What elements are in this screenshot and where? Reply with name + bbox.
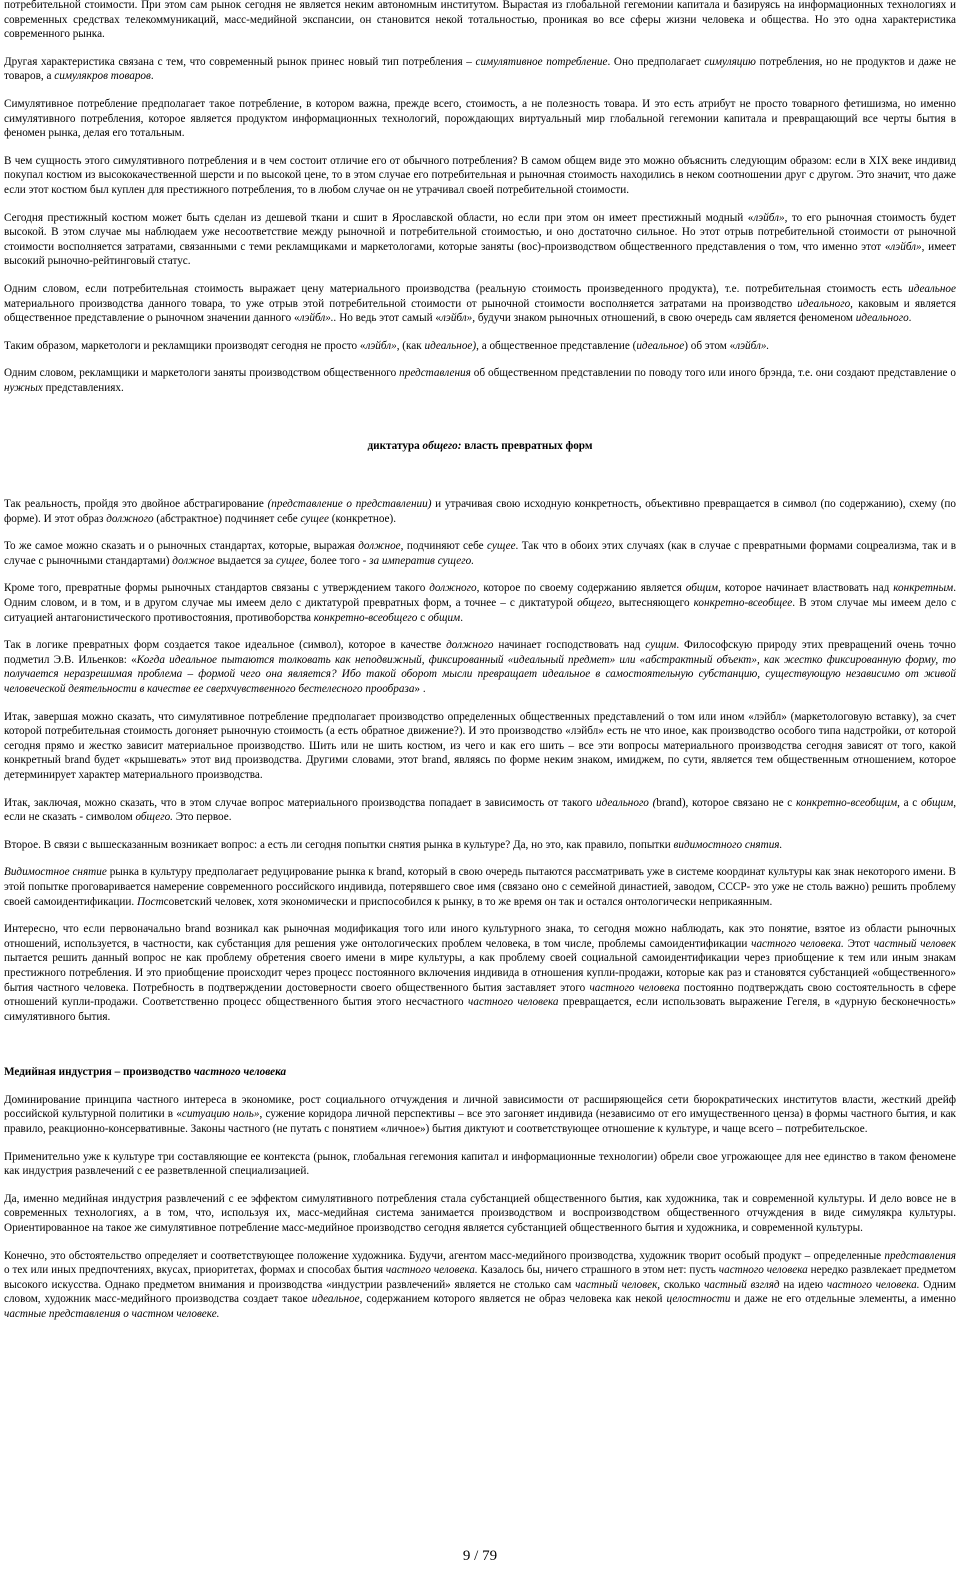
italic-span: лэйбл» — [753, 211, 785, 224]
paragraph: Одним словом, если потребительная стоимость выражает цену материального производства (реальную стоимость произведенного продукта), т.е. потребительная стоимость есть идеальное материального производства данного товара, то уже отрыв этой потребительной стоимости от рыночной стоимости восполняется затратами на производство идеального, каковым и является общественное представление о рыночном значении данного «лэйбл».. Но ведь этот самый «лэйбл», будучи знаком рыночных отношений, в свою очередь сам является феноменом идеального. — [4, 282, 956, 325]
italic-span: идеального, — [797, 297, 853, 310]
text-block-3 — [4, 1093, 956, 1322]
text-block-1 — [4, 0, 956, 395]
italic-span: идеальное) — [424, 339, 477, 352]
italic-span: частного человека. — [751, 937, 844, 950]
italic-span: общим, — [920, 796, 957, 809]
italic-span: общего — [577, 597, 612, 610]
italic-span: симулякров товаров — [54, 70, 151, 83]
italic-span: Пост — [136, 895, 164, 908]
italic-span: частного человека. — [385, 1264, 478, 1277]
italic-span: (представление о представлении) — [267, 498, 432, 511]
paragraph: потребительной стоимости. При этом сам рынок сегодня не является неким автономным институтом. Вырастая из глобальной гегемонии капитала и базируясь на информационных технологиях и современных средствах телекоммуникаций, масс-медийной экспансии, он становится некой тотальностью, проникая во все сферы жизни человека и общества. Но это одна характеристика современного рынка. — [4, 0, 956, 41]
paragraph: В чем сущность этого симулятивного потребления и в чем состоит отличие его от обычного потребления? В самом общем виде это можно объяснить следующим образом: если в XIX веке индивид покупал костюм из высококачественной шерсти и по высокой цене, то в этом случае его потребительная и рыночная стоимость находились в неком соотношении друг с другом. Это значит, что даже если этот костюм был куплен для престижного потребления, то в любом случае он не утрачивал своей потребительной стоимости. — [4, 154, 956, 196]
paragraph: Таким образом, маркетологи и рекламщики производят сегодня не просто «лэйбл», (как идеальное), а общественное представление (идеальное) об этом «лэйбл». — [4, 339, 770, 352]
italic-span: общим — [685, 582, 719, 595]
italic-span: сущее, — [276, 554, 308, 567]
italic-span: лэйбл», — [441, 312, 476, 325]
italic-span: представления — [884, 1249, 956, 1262]
italic-span: лэйбл» — [890, 240, 922, 253]
italic-span: конкретно-всеобщим — [795, 796, 898, 809]
italic-span: видимостного снятия. — [673, 838, 783, 851]
paragraph: То же самое можно сказать и о рыночных стандартах, которые, выражая должное, подчиняют себе сущее. Так что в обоих этих случаях (как в случае с превратными формами соцреализма, так и в случае с рыночными стандартами) должное выдается за сущее, более того - за императив сущего. — [4, 540, 956, 567]
italic-span: целостности — [666, 1293, 731, 1306]
italic-span: частного человека. — [826, 1278, 920, 1291]
paragraph: Так реальность, пройдя это двойное абстрагирование (представление о представлении) и утрачивая свою исходную конкретность, объективно превращается в символ (по содержанию), схему (по форме). И этот образ должного (абстрактное) подчиняет себе сущее (конкретное). — [4, 498, 957, 525]
paragraph: Да, именно медийная индустрия развлечений с ее эффектом симулятивного потребления стала субстанцией общественного бытия, как художника, так и современной культуры. И дело вовсе не в современных технологиях, а в том, что, используя их, масс-медийная система занимается производством и воспроизводством общественного отчуждения в виде симулякра культуры. Ориентированное на такое же симулятивное потребление масс-медийное производство сегодня является субстанцией общественного бытия и художника, и современной культуры. — [4, 1192, 956, 1235]
paragraph: Другая характеристика связана с тем, что современный рынок принес новый тип потребления – симулятивное потребление. Оно предполагает симуляцию потребления, но не продуктов и даже не товаров, а симулякров товаров. — [4, 55, 956, 83]
italic-span: нужных — [4, 381, 43, 394]
italic-span: должного — [106, 512, 154, 525]
paragraph: Видимостное снятие рынка в культуру предполагает редуцирование рынка к brand, который в свою очередь пытаются рассматривать уже в системе координат культуры как знак некоторого имени. В этой попытке проговаривается намерение современного российского индивида, потерявшего свое имя (связано оно с семейной династией, заводом, СССР- это уже не столь важно) решить проблему своей самоидентификации. Постсоветский человек, хотя экономически и приспособился к рынку, в то же время он так и остался онтологически неприкаянным. — [4, 866, 956, 908]
italic-span: частный человек, — [575, 1278, 661, 1291]
italic-span: Видимостное снятие — [4, 866, 107, 879]
italic-span: идеальное — [311, 1293, 360, 1306]
paragraph: Доминирование принципа частного интереса в экономике, рост социального отчуждения и личной зависимости от расширяющейся сети бюрократических институтов власти, жесткий дрейф российской культурной политики в «ситуацию ноль», сужение коридора личной перспективы – все это загоняет индивида (независимо от его имущественного ценза) в формы частного бытия, и как правило, реакционно-консервативные. Законы частного (не путать с понятием «личное») бытия диктуют и соответствующее отношение к культуре, и чаще всего – потребительское. — [4, 1093, 956, 1136]
italic-span: частного человека — [718, 1264, 808, 1277]
italic-span: общего: — [422, 440, 462, 453]
paragraph: Симулятивное потребление предполагает такое потребление, в котором важна, прежде всего, стоимость, а не полезность товара. И это есть атрибут не просто товарного фетишизма, но именно симулятивного потребления, которое является продуктом информационных технологий, порождающих виртуальный мир глобальной гегемонии капитала и превращающий все черты бытия в феномен рынка, делая его тотальным. — [4, 97, 956, 140]
italic-span: частного человека — [589, 981, 680, 994]
italic-span: общим — [427, 611, 461, 624]
italic-span: конкретным — [893, 582, 954, 595]
italic-span: идеальное — [908, 282, 956, 295]
italic-span: представления — [399, 367, 471, 380]
italic-span: конкретно-всеобщее — [693, 597, 793, 610]
italic-span: сущим — [645, 639, 677, 652]
paragraph: Второе. В связи с вышесказанным возникает вопрос: а есть ли сегодня попытки снятия рынка в культуре? Да, но это, как правило, попытки видимостного снятия. — [4, 838, 783, 851]
italic-span: лэйбл». — [735, 339, 770, 352]
paragraph: Итак, заключая, можно сказать, что в этом случае вопрос материального производства попадает в зависимость от такого идеального (brand), которое связано не с конкретно-всеобщим, а с общим, если не сказать - символом общего. Это первое. — [4, 796, 957, 824]
italic-span: идеальное — [636, 339, 685, 352]
italic-span: ситуацию ноль» — [181, 1108, 260, 1121]
italic-span: симуляцию — [704, 55, 756, 68]
italic-span: лэйбл».. — [299, 312, 337, 325]
italic-span: частные представления о частном человеке. — [4, 1308, 220, 1320]
paragraph: Применительно уже к культуре три составляющие ее контекста (рынок, глобальная гегемония капитал и информационные технологии) обрели свое угрожающее для нее единство в таком феномене как индустрия развлечений с ее разветвленной специализацией. — [4, 1150, 956, 1178]
paragraph: Так в логике превратных форм создается такое идеальное (символ), которое в качестве должного начинает господствовать над сущим. Философскую природу этих превращений очень точно подметил Э.В. Ильенков: «Когда идеальное пытаются толковать как неподвижный, фиксированный «идеальный предмет» или «абстрактный объект», как жестко фиксированную форму, то получается неразрешимая проблема – формой чего она является? Ибо такой оборот мысли превращает идеальное в самостоятельную субстанцию, существующую независимо от живой человеческой деятельности в качестве ее сверхчувственного бестелесного прообраза» . — [4, 639, 956, 695]
italic-span: должное — [172, 554, 215, 567]
paragraph: Итак, завершая можно сказать, что симулятивное потребление предполагает производство определенных общественных представлений о том или ином «лэйбл» (маркетологовую вставку), за счет которой потребительная стоимость догоняет рыночную стоимость (а есть обратное движение?). И это производство «лэйбл» есть не что иное, как производство особого типа надстройки, от которой сегодня прямо и жестко зависит материальное производство. Шить или не шить костюм, из чего и как его шить – все эти вопросы материального производства сегодня зависят от того, какой конкретный brand будет «крышевать» этот вид производства. Другими словами, этот brand, являясь по форме неким знаком, имиджем, по сути, является тем общественным отношением, которое детерминирует характер материального производства. — [4, 710, 956, 781]
italic-span: должного — [429, 582, 477, 595]
section-heading: Медийная индустрия – производство частного человека — [4, 1066, 287, 1079]
italic-span: конкретно-всеобщего — [313, 611, 418, 624]
italic-span: идеального ( — [596, 796, 657, 809]
text-block-2 — [4, 497, 956, 1024]
italic-span: должного — [446, 639, 494, 652]
italic-span: частный взгляд — [704, 1278, 780, 1291]
italic-span: частного человека — [193, 1066, 287, 1079]
page-number: 9 / 79 — [462, 1548, 498, 1564]
italic-span: должное — [358, 540, 401, 553]
italic-span: общего. — [135, 811, 173, 824]
italic-span: частного человека — [468, 996, 559, 1009]
italic-span: идеального — [855, 312, 909, 325]
paragraph: Конечно, это обстоятельство определяет и соответствующее положение художника. Будучи, агентом масс-медийного производства, художник творит особый продукт – определенные представления о тех или иных предпочтениях, вкусах, приоритетах, формах и способах бытия частного человека. Казалось бы, ничего страшного в этом нет: пусть частного человека нередко развлекает предметом высокого искусства. Однако предметом внимания и производства «индустрии развлечений» является не столько сам частный человек, сколько частный взгляд на идею частного человека. Одним словом, художник масс-медийного производства создает такое идеальное, содержанием которого является не образ человека как некой целостности и даже не его отдельные элементы, а именно частные представления о частном человеке. — [4, 1249, 956, 1320]
paragraph: Интересно, что если первоначально brand возникал как рыночная модификация того или иного культурного знака, то сегодня можно наблюдать, как это понятие, взятое из области рыночных отношений, используется, в частности, как субстанция для решения уже онтологических проблем человека, в том числе, проблемы самоидентификации частного человека. Этот частный человек пытается решить данный вопрос не как проблему обретения своего имени в мире культуры, а как проблему своей социальной самоидентификации через приобщение к тем или иным знакам престижного потребления. И это приобщение происходит через процесс постоянного включения индивида в отношения купли-продажи, которые как раз и становятся субстанцией «общественного» бытия частного человека. Потребность в подтверждении достоверности своего общественного бытия заставляет этого частного человека постоянно подтверждать свою состоятельность в сфере отношений купли-продажи. Соответственно процесс общественного бытия этого несчастного частного человека превращается, если использовать выражение Гегеля, в «дурную бесконечность» симулятивного бытия. — [4, 923, 956, 1023]
section-heading: диктатура общего: власть превратных форм — [367, 440, 593, 453]
paragraph: Одним словом, рекламщики и маркетологи заняты производством общественного представления об общественном представлении по поводу того или иного брэнда, т.е. они создают представление о нужных представлениях. — [4, 367, 956, 394]
italic-span: сущее — [487, 540, 516, 553]
italic-span: частный человек — [873, 937, 956, 950]
italic-span: симулятивное потребление — [475, 55, 608, 68]
italic-span: Когда идеальное пытаются толковать как неподвижный, фиксированный «идеальный предмет» или «абстрактный объект», как жестко фиксированную форму, то получается неразрешимая проблема – формой чего она является? Ибо такой оборот мысли превращает идеальное в самостоятельную субстанцию, существующую независимо от живой человеческой деятельности в качестве ее сверхчувственного бестелесного прообраза — [4, 653, 956, 695]
italic-span: лэйбл» — [365, 339, 397, 352]
italic-span: за императив сущего. — [369, 554, 475, 567]
paragraph: Кроме того, превратные формы рыночных стандартов связаны с утверждением такого должного, которое по своему содержанию является общим, которое начинает властвовать над конкретным. Одним словом, и в том, и в другом случае мы имеем дело с диктатурой превратных форм, а точнее – с диктатурой общего, вытесняющего конкретно-всеобщее. В этом случае мы имеем дело с ситуацией антагонистического противостояния, противоборства конкретно-всеобщего с общим. — [4, 582, 956, 624]
italic-span: сущее — [300, 512, 329, 525]
paragraph: Сегодня престижный костюм может быть сделан из дешевой ткани и сшит в Ярославской области, но если при этом он имеет престижный модный «лэйбл», то его рыночная стоимость будет высокой. В этом случае мы наблюдаем уже несоответствие между рыночной и потребительной стоимостью, и оно достаточно сильное. Но этот отрыв потребительной стоимости от рыночной стоимости восполняется затратами, связанными с теми рекламщиками и маркетологами, которые заняты (вос)-производством общественного представления о том, что именно этот «лэйбл», имеет высокий рыночно-рейтинговый статус. — [4, 211, 956, 268]
